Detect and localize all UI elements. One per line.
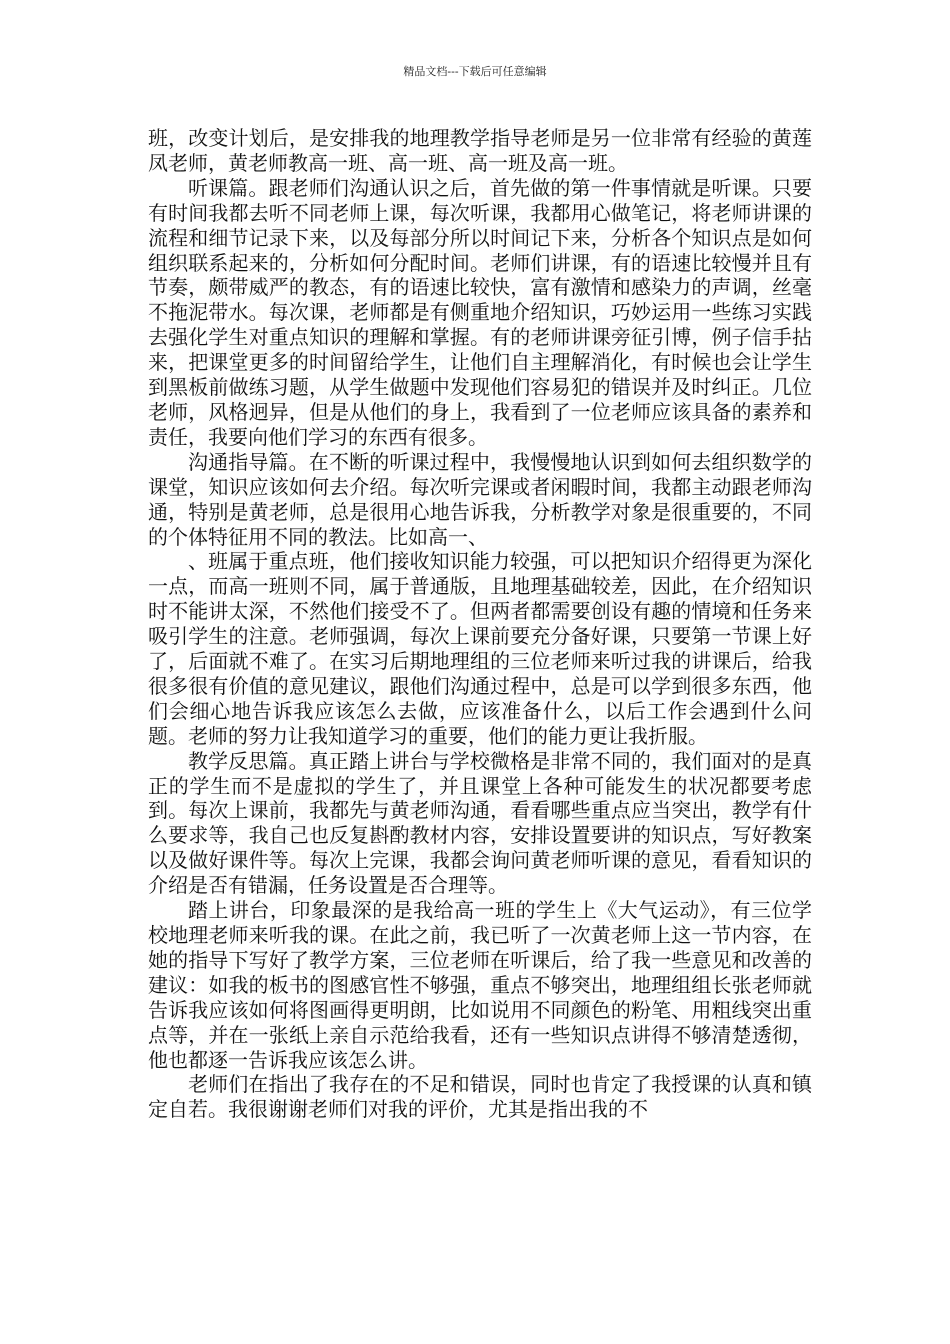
paragraph: 班，改变计划后，是安排我的地理教学指导老师是另一位非常有经验的黄莲凤老师，黄老师教高一班、高一班、高一班及高一班。 — [148, 126, 812, 175]
paragraph: 老师们在指出了我存在的不足和错误，同时也肯定了我授课的认真和镇定自若。我很谢谢老师们对我的评价，尤其是指出我的不 — [148, 1072, 812, 1122]
paragraph: 、班属于重点班，他们接收知识能力较强，可以把知识介绍得更为深化一点，而高一班则不同，属于普通版，且地理基础较差，因此，在介绍知识时不能讲太深，不然他们接受不了。但两者都需要创设有趣的情境和任务来吸引学生的注意。老师强调，每次上课前要充分备好课，只要第一节课上好了，后面就不难了。在实习后期地理组的三位老师来听过我的讲课后，给我很多很有价值的意见建议，跟他们沟通过程中，总是可以学到很多东西，他们会细心地告诉我应该怎么去做，应该准备什么，以后工作会遇到什么问题。老师的努力让我知道学习的重要，他们的能力更让我折服。 — [148, 549, 812, 748]
paragraph: 教学反思篇。真正踏上讲台与学校微格是非常不同的，我们面对的是真正的学生而不是虚拟的学生了，并且课堂上各种可能发生的状况都要考虑到。每次上课前，我都先与黄老师沟通，看看哪些重点应当突出，教学有什么要求等，我自己也反复斟酌教材内容，安排设置要讲的知识点，写好教案以及做好课件等。每次上完课，我都会询问黄老师听课的意见，看看知识的介绍是否有错漏，任务设置是否合理等。 — [148, 748, 812, 898]
paragraph: 听课篇。跟老师们沟通认识之后，首先做的第一件事情就是听课。只要有时间我都去听不同老师上课，每次听课，我都用心做笔记，将老师讲课的流程和细节记录下来，以及每部分所以时间记下来，分析各个知识点是如何组织联系起来的，分析如何分配时间。老师们讲课，有的语速比较慢并且有节奏，颇带威严的教态，有的语速比较快，富有激情和感染力的声调，丝毫不拖泥带水。每次课，老师都是有侧重地介绍知识，巧妙运用一些练习实践去强化学生对重点知识的理解和掌握。有的老师讲课旁征引博，例子信手拈来，把课堂更多的时间留给学生，让他们自主理解消化，有时候也会让学生到黑板前做练习题，从学生做题中发现他们容易犯的错误并及时纠正。几位老师，风格迥异，但是从他们的身上，我看到了一位老师应该具备的素养和责任，我要向他们学习的东西有很多。 — [148, 175, 812, 449]
paragraph: 沟通指导篇。在不断的听课过程中，我慢慢地认识到如何去组织数学的课堂，知识应该如何去介绍。每次听完课或者闲暇时间，我都主动跟老师沟通，特别是黄老师，总是很用心地告诉我，分析教学对象是很重要的，不同的个体特征用不同的教法。比如高一、 — [148, 449, 812, 549]
page-header: 精品文档---下载后可任意编辑 — [403, 65, 547, 78]
paragraph: 踏上讲台，印象最深的是我给高一班的学生上《大气运动》，有三位学校地理老师来听我的课。在此之前，我已听了一次黄老师上这一节内容，在她的指导下写好了教学方案，三位老师在听课后，给了我一些意见和改善的建议：如我的板书的图感官性不够强，重点不够突出，地理组组长张老师就告诉我应该如何将图画得更明朗，比如说用不同颜色的粉笔、用粗线突出重点等，并在一张纸上亲自示范给我看，还有一些知识点讲得不够清楚透彻，他也都逐一告诉我应该怎么讲。 — [148, 898, 812, 1072]
document-body — [148, 126, 812, 1122]
